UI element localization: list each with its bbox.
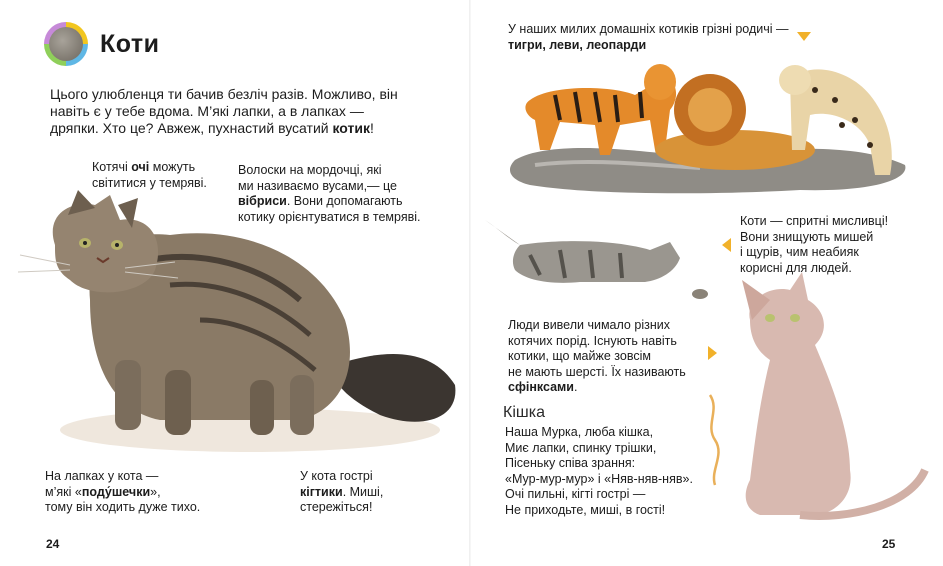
hunters-line1: Коти — спритні мисливці! xyxy=(740,214,889,228)
whiskers-bold: вібриси xyxy=(238,194,287,208)
breeds-line1: Люди вивели чимало різних xyxy=(508,318,670,332)
paws-text-a: м’які « xyxy=(45,484,82,499)
poem-line: Наша Мурка, люба кішка, xyxy=(505,425,654,439)
whiskers-line3: . Вони допомагають xyxy=(286,194,403,208)
whiskers-line2: ми називаємо вусами,— це xyxy=(238,178,397,193)
breeds-caption xyxy=(508,318,713,396)
poem-line: Миє лапки, спинку трішки, xyxy=(505,440,657,455)
hunters-caption xyxy=(740,214,900,276)
whiskers-line1: Волоски на мордочці, які xyxy=(238,163,382,177)
claws-bold: кігтики xyxy=(300,484,343,499)
eyes-line2: світитися у темряві. xyxy=(92,175,207,190)
breeds-line3: котики, що майже зовсім xyxy=(508,349,651,363)
hunters-line2: Вони знищують мишей xyxy=(740,229,874,244)
hunters-line3: і щурів, чим неабияк xyxy=(740,245,859,259)
paws-text-c: », xyxy=(150,484,161,499)
eyes-text-c: можуть xyxy=(149,160,196,174)
page-number-right: 25 xyxy=(882,537,896,551)
pointer-arrow-icon xyxy=(722,238,731,252)
claws-line3: стережіться! xyxy=(300,500,373,514)
whiskers-line4: котику орієнтуватися в темряві. xyxy=(238,209,421,224)
mouse-icon xyxy=(692,289,708,299)
poem-line: Пісеньку співа зрання: xyxy=(505,456,636,471)
intro-bold-word: котик xyxy=(332,120,370,136)
poem-line: «Мур-мур-мур» і «Няв-няв-няв». xyxy=(505,471,693,486)
intro-end: ! xyxy=(369,120,374,136)
eyes-text-a: Котячі xyxy=(92,160,132,174)
breeds-line5: . xyxy=(574,380,578,394)
relatives-bold: тигри, леви, леопарди xyxy=(508,37,647,52)
breeds-line4: не мають шерсті. Їх називають xyxy=(508,364,686,379)
poem-line: Не приходьте, миші, в гості! xyxy=(505,502,666,517)
paws-line3: тому він ходить дуже тихо. xyxy=(45,500,201,514)
hunters-line4: корисні для людей. xyxy=(740,260,852,275)
page-number-left: 24 xyxy=(46,537,60,551)
claws-line2: . Миші, xyxy=(342,484,384,499)
intro-text: Цього улюбленця ти бачив безліч разів. Можливо, він навіть є у тебе вдома. М’які лапки, а в лапках — дряпки. Хто це? Авжеж, пухнастий вусатий xyxy=(50,86,398,136)
breeds-line2: котячих порід. Існують навіть xyxy=(508,333,677,348)
page-title: Коти xyxy=(100,29,160,58)
paws-caption xyxy=(45,469,225,516)
eyes-bold: очі xyxy=(131,160,150,174)
paws-line1: На лапках у кота — xyxy=(45,469,159,483)
claws-caption xyxy=(300,469,440,516)
pointer-arrow-icon xyxy=(708,346,717,360)
breeds-bold: сфінксами xyxy=(508,380,574,394)
poem-title: Кішка xyxy=(503,404,545,421)
poem-line: Очі пильні, кігті гострі — xyxy=(505,487,646,502)
poem xyxy=(505,425,693,519)
relatives-line1: У наших милих домашніх котиків грізні родичі — xyxy=(508,22,789,36)
paws-bold: поду́шечки xyxy=(81,484,151,499)
claws-line1: У кота гострі xyxy=(300,469,373,483)
